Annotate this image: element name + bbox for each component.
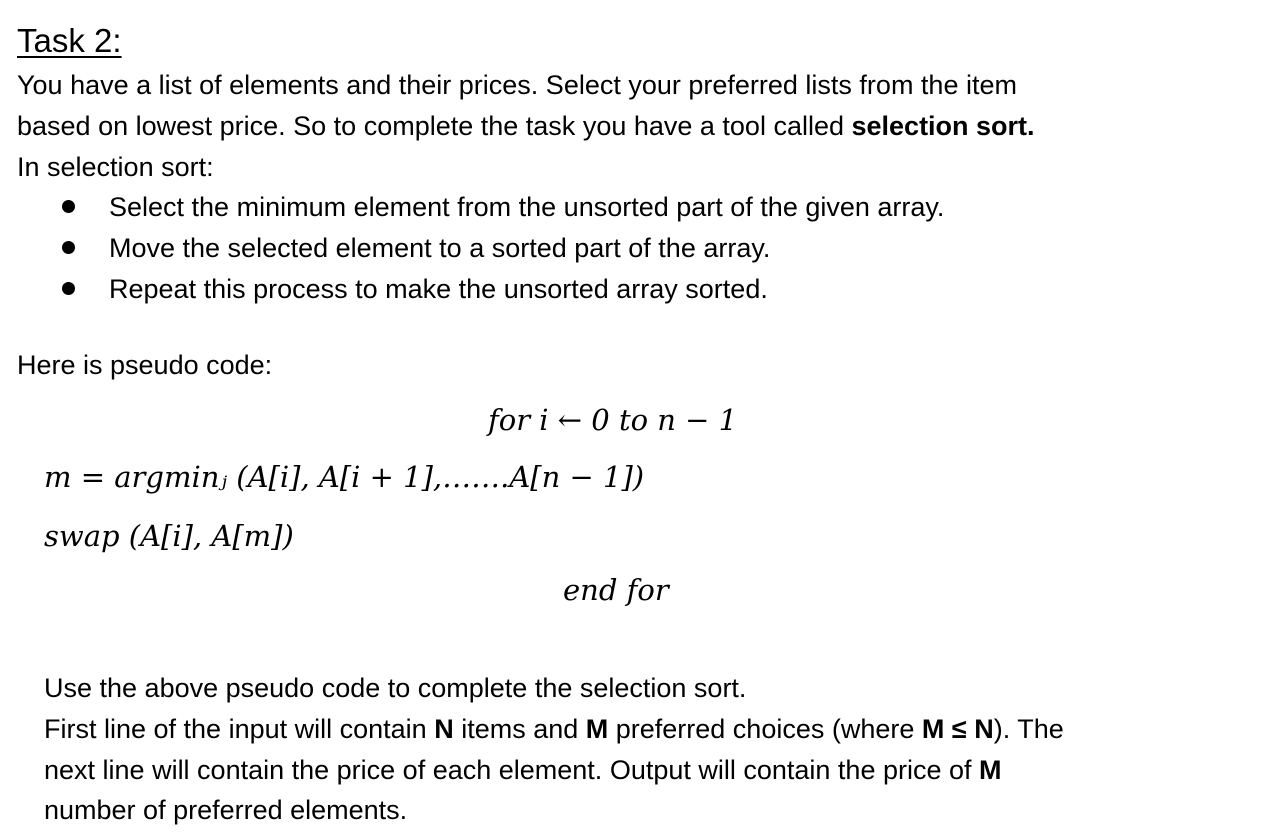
intro-line-2 <box>17 106 1035 147</box>
outro-line-4: number of preferred elements. <box>44 795 408 825</box>
m-variable: M <box>979 755 1002 785</box>
bullet-icon <box>62 241 75 254</box>
bullet-text: Move the selected element to a sorted part of the array. <box>109 233 771 263</box>
selection-sort-term: selection sort. <box>851 111 1035 141</box>
bullet-text: Repeat this process to make the unsorted array sorted. <box>109 274 768 304</box>
m-variable: M <box>585 714 609 744</box>
outro-line-1: Use the above pseudo code to complete the selection sort. <box>44 673 747 703</box>
intro-line-2-text: based on lowest price. So to complete the task you have a tool called <box>17 111 852 141</box>
pseudo-heading: Here is pseudo code: <box>17 350 273 380</box>
intro-line-1: You have a list of elements and their prices. Select your preferred lists from the item <box>17 70 1017 100</box>
intro-line-3: In selection sort: <box>17 152 214 182</box>
bullet-item <box>62 187 944 228</box>
pseudo-for-line: for i ← 0 to n − 1 <box>488 403 738 437</box>
bullet-item <box>62 228 770 269</box>
outro-line-3: next line will contain the price of each element. Output will contain the price of M <box>44 755 1002 785</box>
pseudo-argmin-line: m = argminⱼ (A[i], A[i + 1],…….A[n − 1]) <box>44 460 645 494</box>
bullet-icon <box>62 282 75 295</box>
task-title: Task 2: <box>17 22 122 59</box>
bullet-icon <box>62 200 75 213</box>
pseudo-end-line: end for <box>563 573 669 607</box>
bullet-text: Select the minimum element from the unsorted part of the given array. <box>109 192 945 222</box>
bullet-item <box>62 269 768 310</box>
outro-line-2: First line of the input will contain N items and M preferred choices (where M ≤ N). The <box>44 714 1064 744</box>
pseudo-swap-line: swap (A[i], A[m]) <box>44 519 294 553</box>
m-le-n-condition: M ≤ N <box>921 714 994 744</box>
n-variable: N <box>434 714 454 744</box>
